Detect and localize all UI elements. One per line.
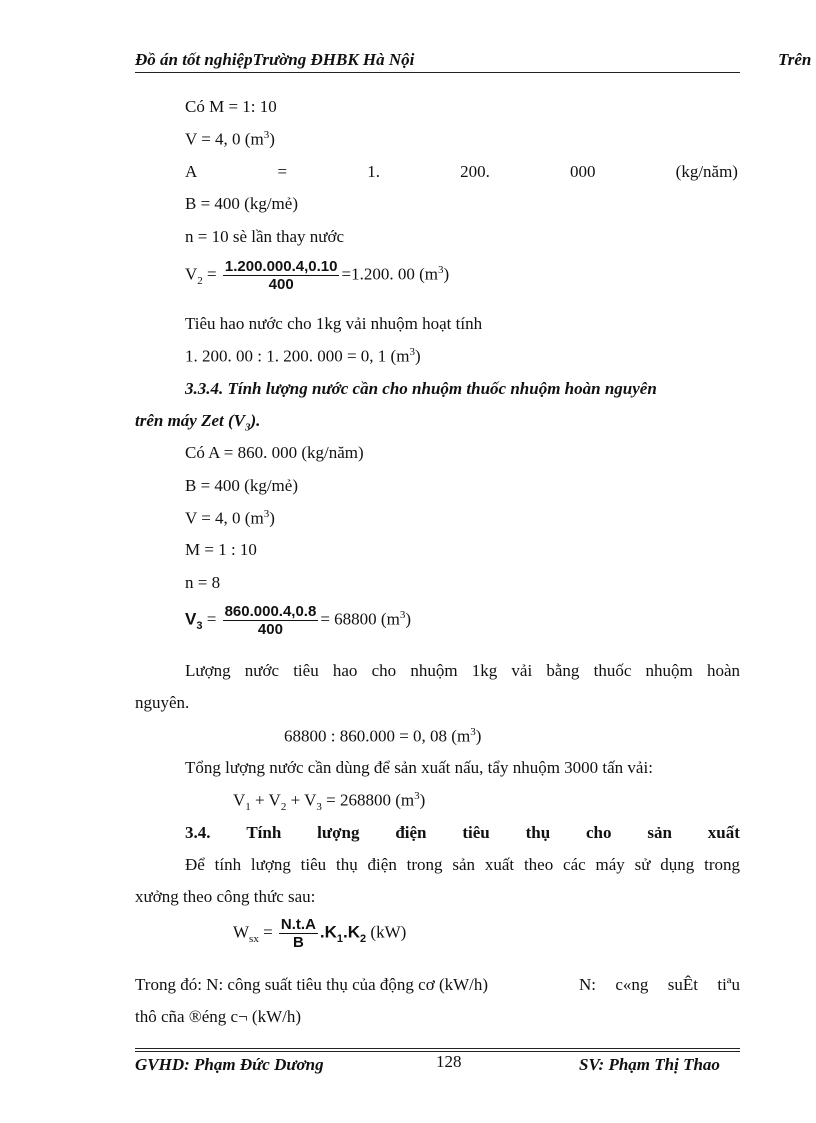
- footer-rule: [135, 1048, 740, 1049]
- formula-wsx: $W_{sx}$ = $\frac{N.t.A}{B}$ $.K_1.K_2$ (kW): [233, 916, 407, 951]
- paragraph: Lượng nước tiêu hao cho nhuộm 1kg vải bằng thuốc nhuộm hoàn: [185, 661, 740, 680]
- paragraph-cont: xưởng theo công thức sau:: [135, 887, 316, 906]
- text-line: 68800 : 860.000 = 0, 08 $(m^3)$: [284, 726, 482, 746]
- section-heading: 3.3.4. Tính lượng nước cần cho nhuộm thuốc nhuộm hoàn nguyên: [185, 379, 657, 398]
- text-line: M = 1 : 10: [185, 540, 257, 559]
- text-line: V = 4, 0 $(m^3)$: [185, 129, 275, 149]
- text-line: Tổng lượng nước cần dùng để sản xuất nấu, tẩy nhuộm 3000 tấn vải:: [185, 758, 653, 777]
- text-line: Có A = 860. 000 (kg/năm): [185, 443, 364, 462]
- footer-student: SV: Phạm Thị Thao: [579, 1055, 720, 1074]
- text-line: n = 10 sè lần thay nước: [185, 227, 345, 246]
- header-rule: [135, 72, 740, 73]
- text-line-justified: A = 1. 200. 000 (kg/năm): [185, 162, 738, 181]
- text-line: B = 400 (kg/mẻ): [185, 476, 298, 495]
- header-title: Đồ án tốt nghiệpTrường ĐHBK Hà Nội: [135, 50, 415, 69]
- paragraph: Để tính lượng tiêu thụ điện trong sản xuất theo các máy sử dụng trong: [185, 855, 740, 874]
- paragraph-cont: nguyên.: [135, 693, 190, 712]
- formula-v3: $V_3$ = $\frac{860.000.4,0.8}{400}$ = 68800 $(m^3)$: [185, 603, 411, 638]
- formula-sum: $V_1 + V_2 + V_3 = 268800$ $(m^3)$: [233, 790, 426, 814]
- section-heading-cont: trên máy Zet $(V_3)$.: [135, 411, 261, 434]
- text-line: 1. 200. 00 : 1. 200. 000 = 0, 1 $(m^3)$: [185, 346, 421, 366]
- section-heading-3-4: 3.4. Tính lượng điện tiêu thụ cho sản xuất: [185, 823, 740, 842]
- text-line-garbled: N: c«ng suÊt tiªu: [579, 975, 740, 994]
- header-title-right: Trên: [778, 50, 812, 69]
- text-line: Tiêu hao nước cho 1kg vải nhuộm hoạt tính: [185, 314, 483, 333]
- page-number: 128: [436, 1052, 462, 1071]
- text-line: B = 400 (kg/mẻ): [185, 194, 298, 213]
- text-line: Trong đó: N: công suất tiêu thụ của động cơ (kW/h): [135, 975, 489, 994]
- formula-v2: $V_2$ = $\frac{1.200.000.4,0.10}{400}$ =1.200. 00 $(m^3)$: [185, 258, 450, 293]
- text-line: Có M = 1: 10: [185, 97, 277, 116]
- footer-supervisor: GVHD: Phạm Đức Dương: [135, 1055, 324, 1074]
- text-line: n = 8: [185, 573, 221, 592]
- text-line-garbled: thô cña ®éng c¬ (kW/h): [135, 1007, 301, 1026]
- text-line: V = 4, 0 $(m^3)$: [185, 508, 275, 528]
